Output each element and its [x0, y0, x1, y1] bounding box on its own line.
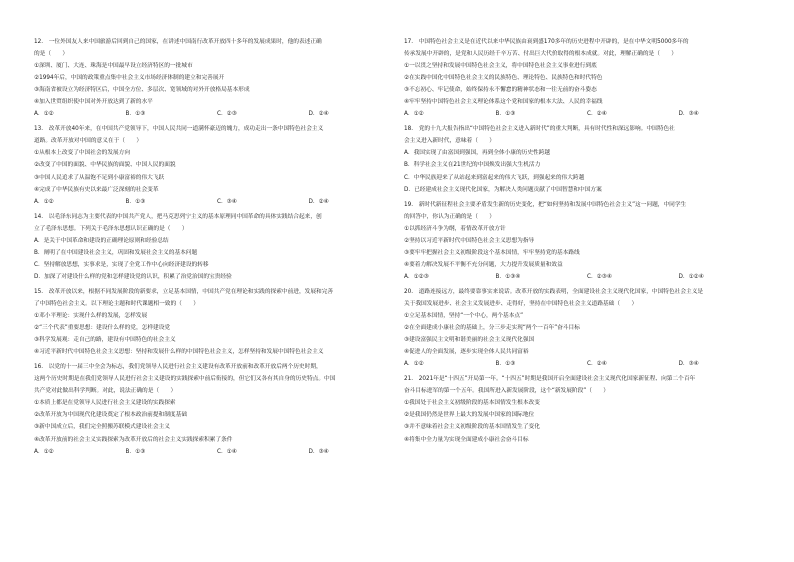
answer-option: B．①③: [125, 448, 146, 455]
question-line: ④要着力解决发展不平衡不充分问题，大力提升发展质量和效益: [404, 261, 563, 268]
question-stem: 16. 以党的十一届三中全会为标志，我们党领导人民进行社会主义建设有改革开放前和改革开放后两个历史时期，: [34, 364, 322, 371]
answer-option: C．①④: [217, 448, 237, 455]
question-line: ③要牢牢把握社会主义初级阶段这个基本国情，牢牢坚持党的基本路线: [404, 249, 580, 256]
question-line: ①以抓经济斗争为纲，着情改革开放方针: [404, 225, 506, 232]
question-line: 道路。改革开放对中国的意义在于（ ）: [34, 138, 143, 145]
question-line: 共产党对此做出科学判断。对此，说法正确的是（ ）: [34, 388, 177, 395]
question-stem: 14. 以毛泽东同志为主要代表的中国共产党人，把马克思列宁主义的基本原理同中国革命的具体实践结合起来，创: [34, 213, 322, 220]
question-line: ②坚持以习近平新时代中国特色社会主义思想为指导: [404, 237, 535, 244]
question-line: ③中国人民追求了从温饱不足到小康富裕的伟大飞跃: [34, 174, 165, 181]
question-line: ①一以贯之坚持和发展中国特色社会主义，将中国特色社会主义事业进行到底: [404, 63, 597, 70]
question-line: ②“三个代表”重要思想：建设什么样的党，怎样建设党: [34, 325, 171, 332]
answer-options: [34, 108, 400, 120]
answer-option: D．②④: [308, 198, 329, 205]
question-line: ③新中国成立后，我们完全照搬苏联模式建设社会主义: [34, 424, 170, 431]
question-line: ①邓小平理论：实现什么样的发展，怎样发展: [34, 313, 148, 320]
answer-option: B．①③④: [495, 273, 521, 280]
question-block: [34, 36, 400, 123]
answer-option: B．①③: [495, 111, 516, 118]
question-block: [404, 123, 770, 198]
answer-option: A．①②: [34, 198, 54, 205]
question-line: ④牢牢坚持中国特色社会主义理论体系这个党和国家的根本大法、人民的幸福线: [404, 99, 603, 106]
question-line: 会主义进入新时代，意味着（ ）: [404, 138, 495, 145]
right-column: [404, 36, 770, 449]
spacer: [34, 458, 400, 461]
question-stem: 17. 中国特色社会主义是在近代以来中华民族由衰到盛170多年的历史进程中开辟的，是在中华文明5000多年的: [404, 39, 689, 45]
answer-option: B．①③: [125, 198, 146, 205]
question-line: C．中华民族迎来了从站起来到富起来的伟大飞跃，到强起来的伟大跨越: [404, 174, 585, 181]
answer-option: A．①②: [34, 111, 54, 118]
question-block: [404, 286, 770, 373]
question-line: ④将集中全力量为实现全面建成小康社会奋斗目标: [404, 436, 529, 443]
question-line: C．坚持解放思想，实事求是，实现了全党工作中心向经济建设的转移: [34, 261, 209, 268]
question-line: ②改革开放为中国现代化建设奠定了根本政治前提和制度基础: [34, 412, 187, 419]
question-line: 立了毛泽东思想。下列关于毛泽东思想认识正确的是（ ）: [34, 225, 188, 232]
question-line: ②在实践中国化中国特色社会主义的民族特色、理论特色、民族特色和时代特色: [404, 75, 603, 82]
question-stem: 20. 道路连接远方，最终要靠事实来说话。改革开放的实践表明，全面建设社会主义现代化国家，中国特色社会主义是: [404, 288, 704, 295]
question-line: 这两个历史时期是在我们党领导人民进行社会主义建设的实践探索中前后衔接的，但它们又各有其自身的历史特点。中国: [34, 376, 336, 383]
question-stem: 21. 2021年是“十四五”开局第一年。“十四五”时期是我国开启全面建设社会主义现代化国家新征程、向第二个百年: [404, 376, 696, 383]
question-line: ①我国处于社会主义初级阶段的基本国情发生根本改变: [404, 400, 540, 407]
answer-option: C．②④: [587, 361, 607, 368]
question-line: ③不忘初心、牢记使命，始终保持永不懈怠的精神状态和一往无前的奋斗姿态: [404, 87, 597, 94]
answer-options: [404, 358, 770, 370]
question-line: 关于我国发展进步、社会主义发展进步、走得好，坚持在中国特色社会主义道路基础（ ）: [404, 300, 638, 307]
question-line: ③海南省被设立为经济特区后，中国全方位、多层次、宽领域的对外开放格局基本形成: [34, 87, 250, 94]
question-line: ④习近平新时代中国特色社会主义思想：坚持和发展什么样的中国特色社会主义，怎样坚持和发展中国特色社会主义: [34, 349, 324, 356]
answer-option: A．①②: [404, 361, 424, 368]
question-line: ③科学发展观：走自己的路，建设有中国特色的社会主义: [34, 337, 176, 344]
left-column: [34, 36, 400, 461]
answer-options: [404, 108, 770, 120]
question-line: ①本质上都是在党领导人民进行社会主义建设的实践探索: [34, 400, 176, 407]
answer-option: A．①②: [34, 448, 54, 455]
answer-option: C．③④: [217, 198, 237, 205]
question-block: [404, 373, 770, 448]
question-block: [34, 286, 400, 361]
question-line: ④促进人的全面发展，逐步实现全体人民共同富裕: [404, 349, 529, 356]
spacer: [404, 446, 770, 449]
question-line: 的是（ ）: [34, 51, 69, 58]
question-stem: 13. 改革开放40年来，在中国共产党领导下，中国人民共同一道满怀豪迈的魄力，成功走出一条中国特色社会主义: [34, 126, 324, 133]
question-block: [34, 123, 400, 210]
question-line: ①立足基本国情，坚持“一个中心，两个基本点”: [404, 313, 524, 320]
answer-option: D．③④: [308, 448, 329, 455]
answer-option: C．②③: [217, 111, 237, 118]
answer-option: D．③④: [678, 111, 699, 118]
question-block: [404, 36, 770, 123]
question-line: ②在全面建成小康社会的基础上，分三步走实现“两个一百年”奋斗目标: [404, 325, 580, 332]
answer-option: B．①③: [125, 111, 146, 118]
question-line: ②改变了中国的面貌、中华民族的面貌、中国人民的面貌: [34, 162, 176, 169]
answer-option: A．①②③: [404, 273, 429, 280]
question-line: ③并不意味着社会主义初级阶段的基本国情发生了变化: [404, 424, 540, 431]
question-block: [34, 361, 400, 460]
answer-option: B．①③: [495, 361, 516, 368]
question-line: ①深圳、厦门、大连、珠海是中国最早设立经济特区的一批城市: [34, 63, 193, 70]
question-line: ①从根本上改变了中国社会的发展方向: [34, 150, 131, 157]
answer-option: A．①②: [404, 111, 424, 118]
answer-option: D．②④: [308, 111, 329, 118]
question-line: ③建设富强民主文明和谐美丽的社会主义现代化强国: [404, 337, 535, 344]
answer-option: D．③④: [678, 361, 699, 368]
question-line: D．已经建成社会主义现代化国家，为解决人类问题贡献了中国智慧和中国方案: [404, 186, 602, 193]
answer-option: C．②③④: [587, 273, 612, 280]
answer-options: [34, 196, 400, 208]
answer-option: C．②④: [587, 111, 607, 118]
question-line: B．阐明了在中国建设社会主义，巩固和发展社会主义的基本问题: [34, 249, 198, 256]
question-line: 奋斗目标进军的第一个五年。我国所进入新发展阶段，这个“新发展阶段”（ ）: [404, 388, 609, 395]
question-line: 了中国特色社会主义。以下理论主题和时代课题相一致的（ ）: [34, 300, 199, 307]
question-block: [404, 199, 770, 286]
answer-options: [34, 446, 400, 458]
question-line: 传承发展中开辟的，是党和人民历经千辛万苦、付出巨大代价取得的根本成就。对此，理解正确的是（ ）: [404, 51, 677, 58]
question-line: 的回答中，你认为正确的是（ ）: [404, 213, 495, 220]
question-line: ②是我国仍然是世界上最大的发展中国家的国际地位: [404, 412, 535, 419]
question-line: B．科学社会主义在21世纪的中国焕发出强大生机活力: [404, 162, 541, 169]
question-line: ④改革开放前的社会主义实践探索为改革开放后的社会主义实践探索积累了条件: [34, 436, 233, 443]
question-stem: 15. 改革开放以来，根据不同发展阶段的新要求，立足基本国情，中国共产党在理论和实践的探索中前进，发展和完善: [34, 288, 334, 295]
question-line: D．加深了对建设什么样的党和怎样建设党的认识，积累了治党治国的宝贵经验: [34, 273, 232, 280]
answer-options: [404, 271, 770, 283]
question-line: ④完成了中华民族有史以来最广泛深刻的社会变革: [34, 186, 159, 193]
question-line: A．是关于中国革命和建设的正确理论原则和经验总结: [34, 237, 169, 244]
question-stem: 18. 党的十九大报告指出“中国特色社会主义进入新时代”的重大判断，具有时代性和深远影响。中国特色社: [404, 126, 675, 133]
question-stem: 19. 新时代新征程社会主要矛盾发生新的历史变化，把“如何坚持和发展中国特色社会主义”这一问题，中同学生: [404, 201, 687, 208]
question-line: ②1994年后，中国的政策重点集中社会主义市场经济体制的建立和完善展开: [34, 75, 225, 82]
answer-option: D．①②④: [678, 273, 704, 280]
question-line: A．我国实现了由富国到强国，再到全体小康的历史性跨越: [404, 150, 551, 157]
question-block: [34, 211, 400, 286]
question-line: ④加入世贸组织使中国对外开放达到了新的水平: [34, 99, 153, 106]
question-stem: 12. 一位外国友人来中国旅游后回到自己的国家，在讲述中国南行改革开放四十多年的发展成果时，他的表述正确: [34, 39, 322, 45]
